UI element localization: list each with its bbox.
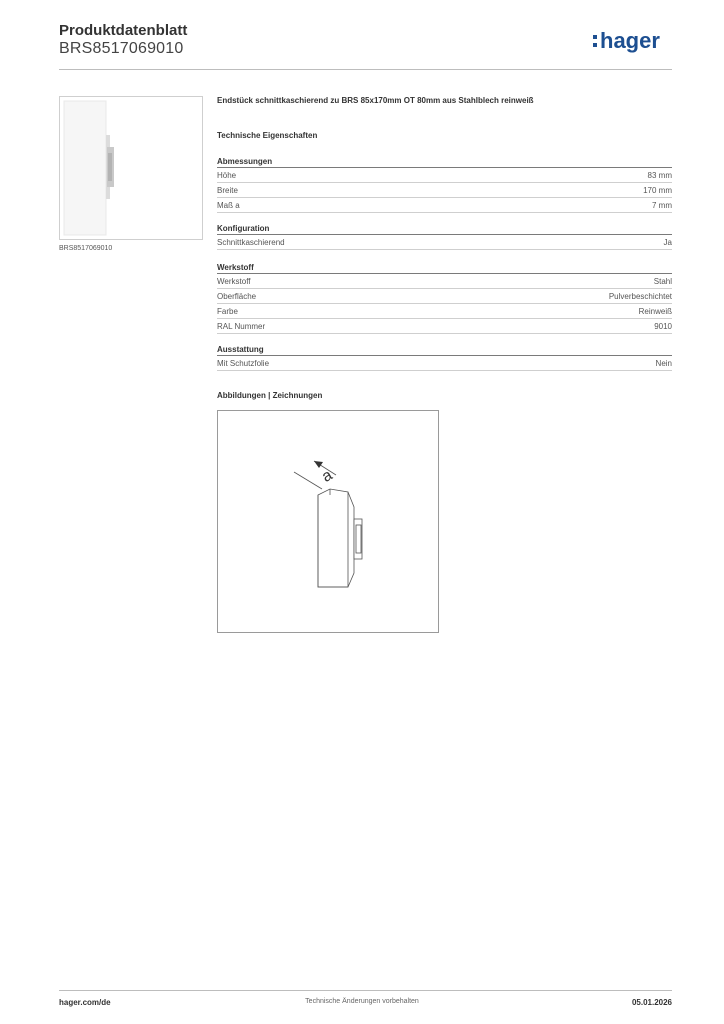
- property-label: Schnittkaschierend: [217, 237, 285, 247]
- properties-heading: Technische Eigenschaften: [217, 131, 318, 140]
- product-code: BRS8517069010: [59, 40, 184, 57]
- property-value: Stahl: [653, 276, 672, 286]
- property-label: Breite: [217, 185, 238, 195]
- property-value: 83 mm: [647, 170, 672, 180]
- section-title: Werkstoff: [217, 262, 672, 274]
- document-title: Produktdatenblatt: [59, 22, 188, 39]
- technical-drawing: [217, 410, 439, 633]
- section-equipment: [217, 344, 672, 371]
- property-value: Nein: [655, 358, 672, 368]
- property-label: Oberfläche: [217, 291, 257, 301]
- table-row: [217, 304, 672, 319]
- footer-date: 05.01.2026: [631, 998, 672, 1007]
- property-value: 7 mm: [652, 200, 672, 210]
- property-label: Werkstoff: [217, 276, 251, 286]
- section-title: Abmessungen: [217, 156, 672, 168]
- section-title: Ausstattung: [217, 344, 672, 356]
- brand-wordmark: hager: [600, 28, 660, 53]
- table-row: [217, 198, 672, 213]
- header-divider: [59, 69, 672, 70]
- property-label: Farbe: [217, 306, 238, 316]
- property-label: RAL Nummer: [217, 321, 266, 331]
- property-label: Maß a: [217, 200, 240, 210]
- table-row: [217, 183, 672, 198]
- hager-logo: [592, 28, 676, 56]
- section-material: [217, 262, 672, 334]
- table-row: [217, 356, 672, 371]
- property-label: Mit Schutzfolie: [217, 358, 270, 368]
- dimension-label-a: a: [319, 466, 336, 486]
- table-row: [217, 168, 672, 183]
- table-row: [217, 274, 672, 289]
- product-image: [59, 96, 203, 240]
- footer-divider: [59, 990, 672, 991]
- section-title: Konfiguration: [217, 223, 672, 235]
- property-value: 170 mm: [643, 185, 672, 195]
- footer-website-link[interactable]: hager.com/de: [59, 998, 111, 1007]
- property-value: Pulverbeschichtet: [608, 291, 672, 301]
- property-label: Höhe: [217, 170, 237, 180]
- table-row: [217, 289, 672, 304]
- product-image-caption: BRS8517069010: [59, 245, 113, 252]
- section-configuration: [217, 223, 672, 250]
- property-value: Reinweiß: [638, 306, 672, 316]
- drawings-heading: Abbildungen | Zeichnungen: [217, 391, 323, 400]
- property-value: Ja: [663, 237, 672, 247]
- section-dimensions: [217, 156, 672, 213]
- table-row: [217, 319, 672, 334]
- property-value: 9010: [654, 321, 672, 331]
- table-row: [217, 235, 672, 250]
- product-description: Endstück schnittkaschierend zu BRS 85x170mm OT 80mm aus Stahlblech reinweiß: [217, 96, 534, 105]
- footer-notice: Technische Änderungen vorbehalten: [305, 998, 419, 1005]
